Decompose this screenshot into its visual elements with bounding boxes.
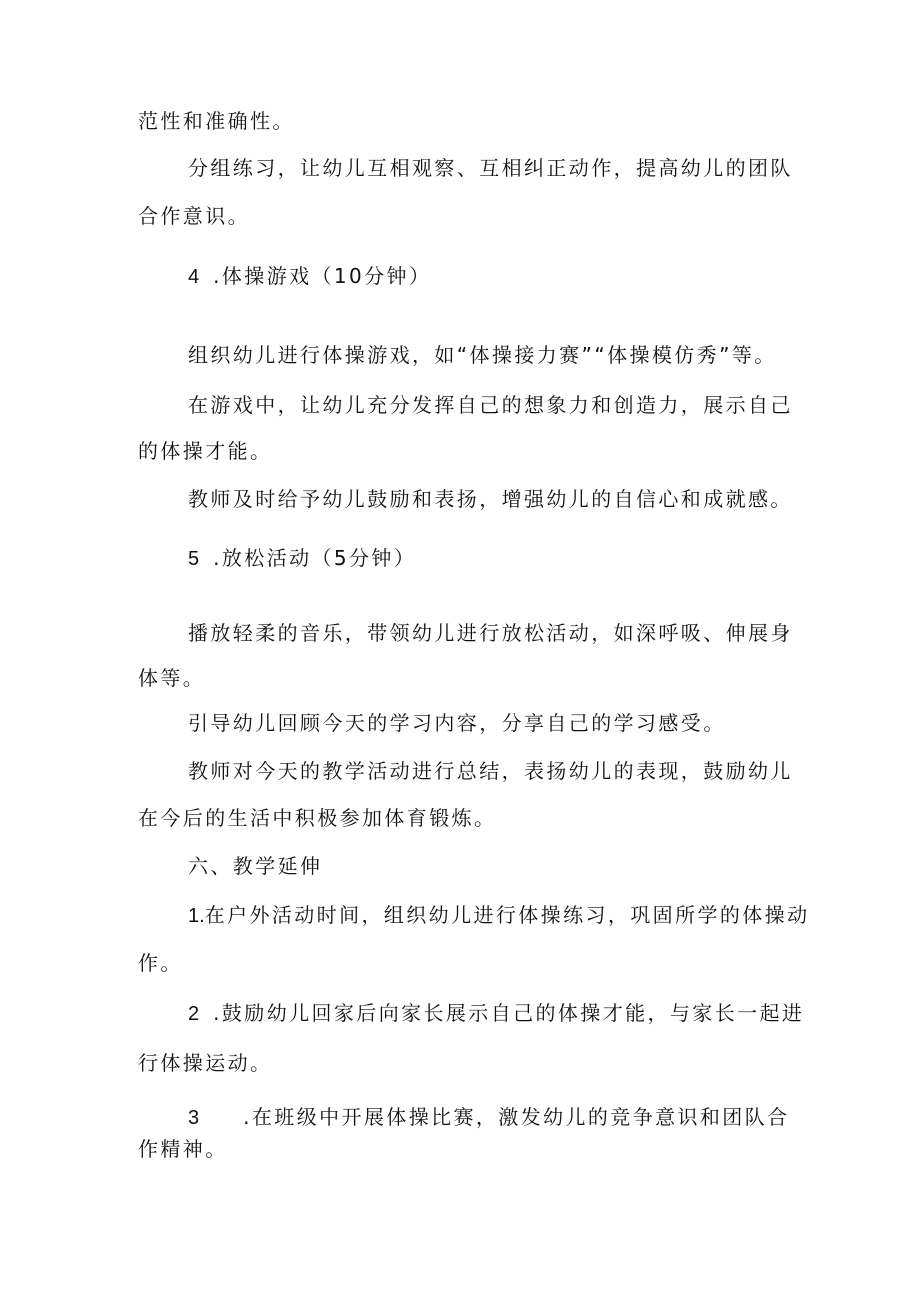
list-dot: .	[243, 1105, 252, 1129]
paragraph-line: 行体操运动。	[138, 1051, 273, 1075]
paragraph-line: 引导幼儿回顾今天的学习内容，分享自己的学习感受。	[188, 711, 726, 735]
list-dot: .	[213, 1001, 222, 1025]
paragraph-line: 范性和准确性。	[138, 109, 295, 133]
paragraph-line: 在游戏中，让幼儿充分发挥自己的想象力和创造力，展示自己	[188, 393, 793, 417]
section-heading	[188, 263, 431, 290]
list-text: 鼓励幼儿回家后向家长展示自己的体操才能，与家长一起进	[221, 1001, 805, 1025]
list-number: 2	[188, 1003, 200, 1025]
paragraph-line: 教师及时给予幼儿鼓励和表扬，增强幼儿的自信心和成就感。	[188, 487, 793, 511]
paragraph-line: 播放轻柔的音乐，带领幼儿进行放松活动，如深呼吸、伸展身	[188, 621, 793, 645]
list-item	[188, 902, 810, 929]
paragraph-line: 体等。	[138, 666, 206, 690]
paragraph-line: 作。	[138, 951, 183, 975]
list-item	[188, 1104, 790, 1131]
paragraph-line: 组织幼儿进行体操游戏，如“体操接力赛”“体操模仿秀”等。	[188, 343, 777, 367]
section-number: 4	[188, 266, 200, 288]
list-text: 在户外活动时间，组织幼儿进行体操练习，巩固所学的体操动	[204, 903, 810, 927]
list-item	[188, 1000, 804, 1027]
section-heading: 六、教学延伸	[188, 854, 323, 878]
section-dot: .	[213, 264, 222, 288]
section-dot: .	[213, 546, 222, 570]
section-number: 5	[188, 548, 200, 570]
paragraph-line: 在今后的生活中积极参加体育锻炼。	[138, 806, 497, 830]
paragraph-line: 的体操才能。	[138, 439, 273, 463]
list-text: 在班级中开展体操比赛，激发幼儿的竞争意识和团队合	[251, 1105, 790, 1129]
paragraph-line: 合作意识。	[138, 204, 250, 228]
paragraph-line: 作精神。	[138, 1137, 228, 1161]
list-number: 3	[188, 1107, 200, 1129]
paragraph-line: 分组练习，让幼儿互相观察、互相纠正动作，提高幼儿的团队	[188, 156, 793, 180]
paragraph-line: 教师对今天的教学活动进行总结，表扬幼儿的表现，鼓励幼儿	[188, 759, 793, 783]
section-title: 放松活动（5分钟）	[221, 546, 417, 570]
list-number: 1.	[188, 905, 205, 927]
section-title: 体操游戏（10分钟）	[221, 264, 432, 288]
section-heading	[188, 545, 416, 572]
